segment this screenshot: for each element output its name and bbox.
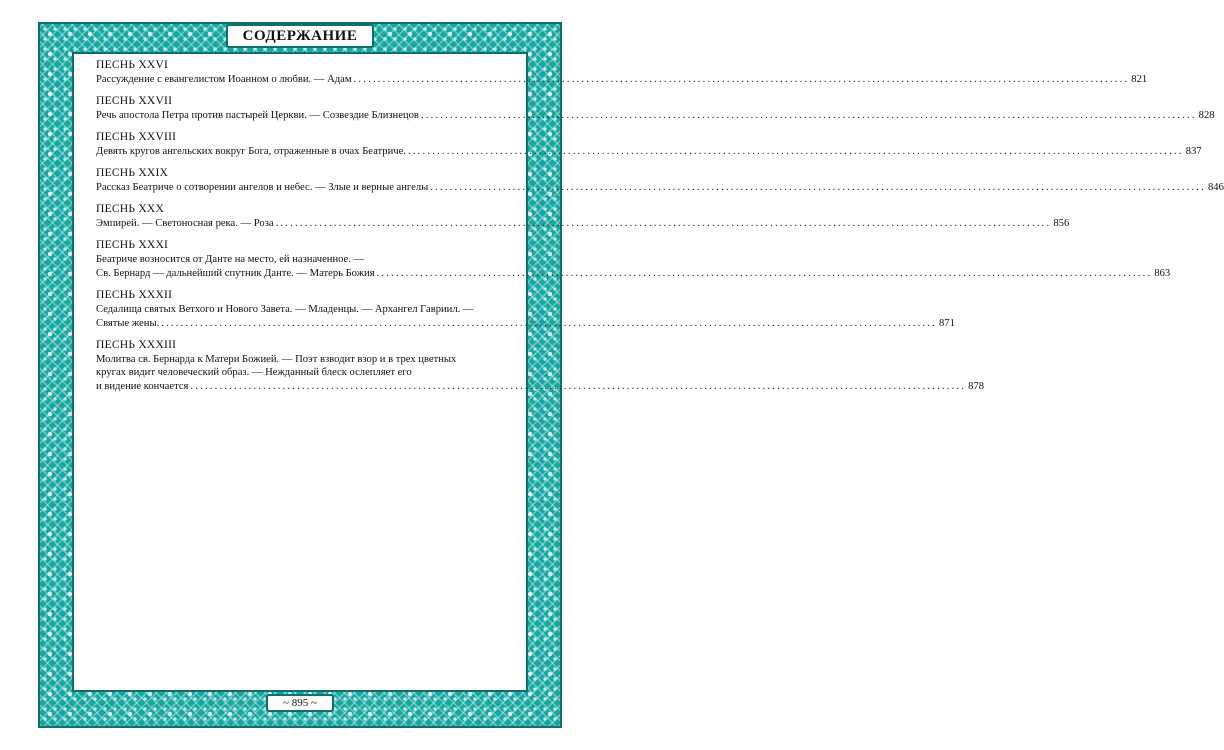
toc-page-number: 846 bbox=[1208, 182, 1224, 194]
toc-entry-text: Рассказ Беатриче о сотворении ангелов и небес. — Злые и верные ангелы bbox=[96, 182, 429, 194]
toc-entry-text: Св. Бернард — дальнейший спутник Данте. — Матерь Божия bbox=[96, 267, 375, 279]
dot-leader: ................................................................................................................................................................ bbox=[161, 317, 937, 329]
song-heading: ПЕСНЬ XXX bbox=[96, 202, 165, 216]
toc-entry[interactable] bbox=[96, 73, 1148, 87]
song-heading: ПЕСНЬ XXXI bbox=[96, 238, 169, 252]
toc-entry-text: Эмпирей. — Светоносная река. — Роза bbox=[96, 218, 274, 230]
toc-section bbox=[96, 238, 1171, 280]
toc-page-number: 871 bbox=[938, 317, 955, 329]
song-heading: ПЕСНЬ XXVII bbox=[96, 94, 173, 108]
toc-entry[interactable] bbox=[96, 217, 1070, 231]
toc-entry-text: Девять кругов ангельских вокруг Бога, отраженные в очах Беатриче. bbox=[96, 146, 406, 158]
toc-entry-text: Святые жены. bbox=[96, 317, 160, 329]
toc-section bbox=[96, 130, 1202, 159]
toc-section bbox=[96, 166, 1224, 195]
toc-entry-text: Рассуждение с евангелистом Иоанном о любви. — Адам bbox=[96, 74, 352, 85]
toc-page-number: 863 bbox=[1154, 267, 1171, 279]
dot-leader: ................................................................................................................................................................ bbox=[420, 110, 1197, 122]
dot-leader: ................................................................................................................................................................ bbox=[407, 146, 1184, 158]
toc-section bbox=[96, 58, 1148, 87]
page-title: СОДЕРЖАНИЕ bbox=[242, 27, 358, 44]
dot-leader: ................................................................................................................................................................ bbox=[353, 74, 1130, 85]
toc-entry-text: Речь апостола Петра против пастырей Церкви. — Созвездие Близнецов bbox=[96, 110, 419, 122]
table-of-contents bbox=[96, 58, 1224, 401]
toc-page-number: 837 bbox=[1185, 146, 1202, 158]
dot-leader: ................................................................................................................................................................ bbox=[275, 218, 1052, 230]
dot-leader: ................................................................................................................................................................ bbox=[430, 182, 1206, 194]
toc-page-number: 878 bbox=[968, 380, 985, 392]
page-number: ~ 895 ~ bbox=[283, 697, 317, 709]
dot-leader: ................................................................................................................................................................ bbox=[376, 267, 1153, 279]
footer-plate bbox=[266, 694, 334, 712]
title-plate bbox=[226, 24, 374, 48]
toc-entry-text: и видение кончается bbox=[96, 380, 189, 392]
toc-section bbox=[96, 337, 985, 394]
song-heading: ПЕСНЬ XXIX bbox=[96, 166, 169, 180]
toc-entry[interactable] bbox=[96, 181, 1224, 195]
toc-page-number: 821 bbox=[1131, 74, 1148, 85]
song-heading: ПЕСНЬ XXXIII bbox=[96, 337, 177, 351]
toc-entry[interactable] bbox=[96, 145, 1202, 159]
song-heading: ПЕСНЬ XXXII bbox=[96, 288, 173, 302]
toc-entry[interactable] bbox=[96, 109, 1215, 123]
toc-section bbox=[96, 202, 1070, 231]
toc-page-number: 828 bbox=[1198, 110, 1215, 122]
song-heading: ПЕСНЬ XXVI bbox=[96, 58, 169, 71]
toc-description-line: Беатриче возносится от Данте на место, ей назначенное. — bbox=[96, 254, 365, 266]
toc-entry[interactable] bbox=[96, 267, 1171, 281]
toc-entry[interactable] bbox=[96, 317, 955, 331]
dot-leader: ................................................................................................................................................................ bbox=[190, 380, 967, 392]
toc-page-number: 856 bbox=[1053, 218, 1070, 230]
toc-section bbox=[96, 94, 1215, 123]
toc-entry[interactable] bbox=[96, 380, 985, 394]
toc-section bbox=[96, 288, 955, 330]
toc-description-line: Седалища святых Ветхого и Нового Завета. — Младенцы. — Архангел Гавриил. — bbox=[96, 304, 474, 316]
toc-description-line: кругах видит человеческий образ. — Нежданный блеск ослепляет его bbox=[96, 367, 412, 379]
toc-description-line: Молитва св. Бернарда к Матери Божией. — Поэт взводит взор и в трех цветных bbox=[96, 353, 457, 365]
song-heading: ПЕСНЬ XXVIII bbox=[96, 130, 177, 144]
